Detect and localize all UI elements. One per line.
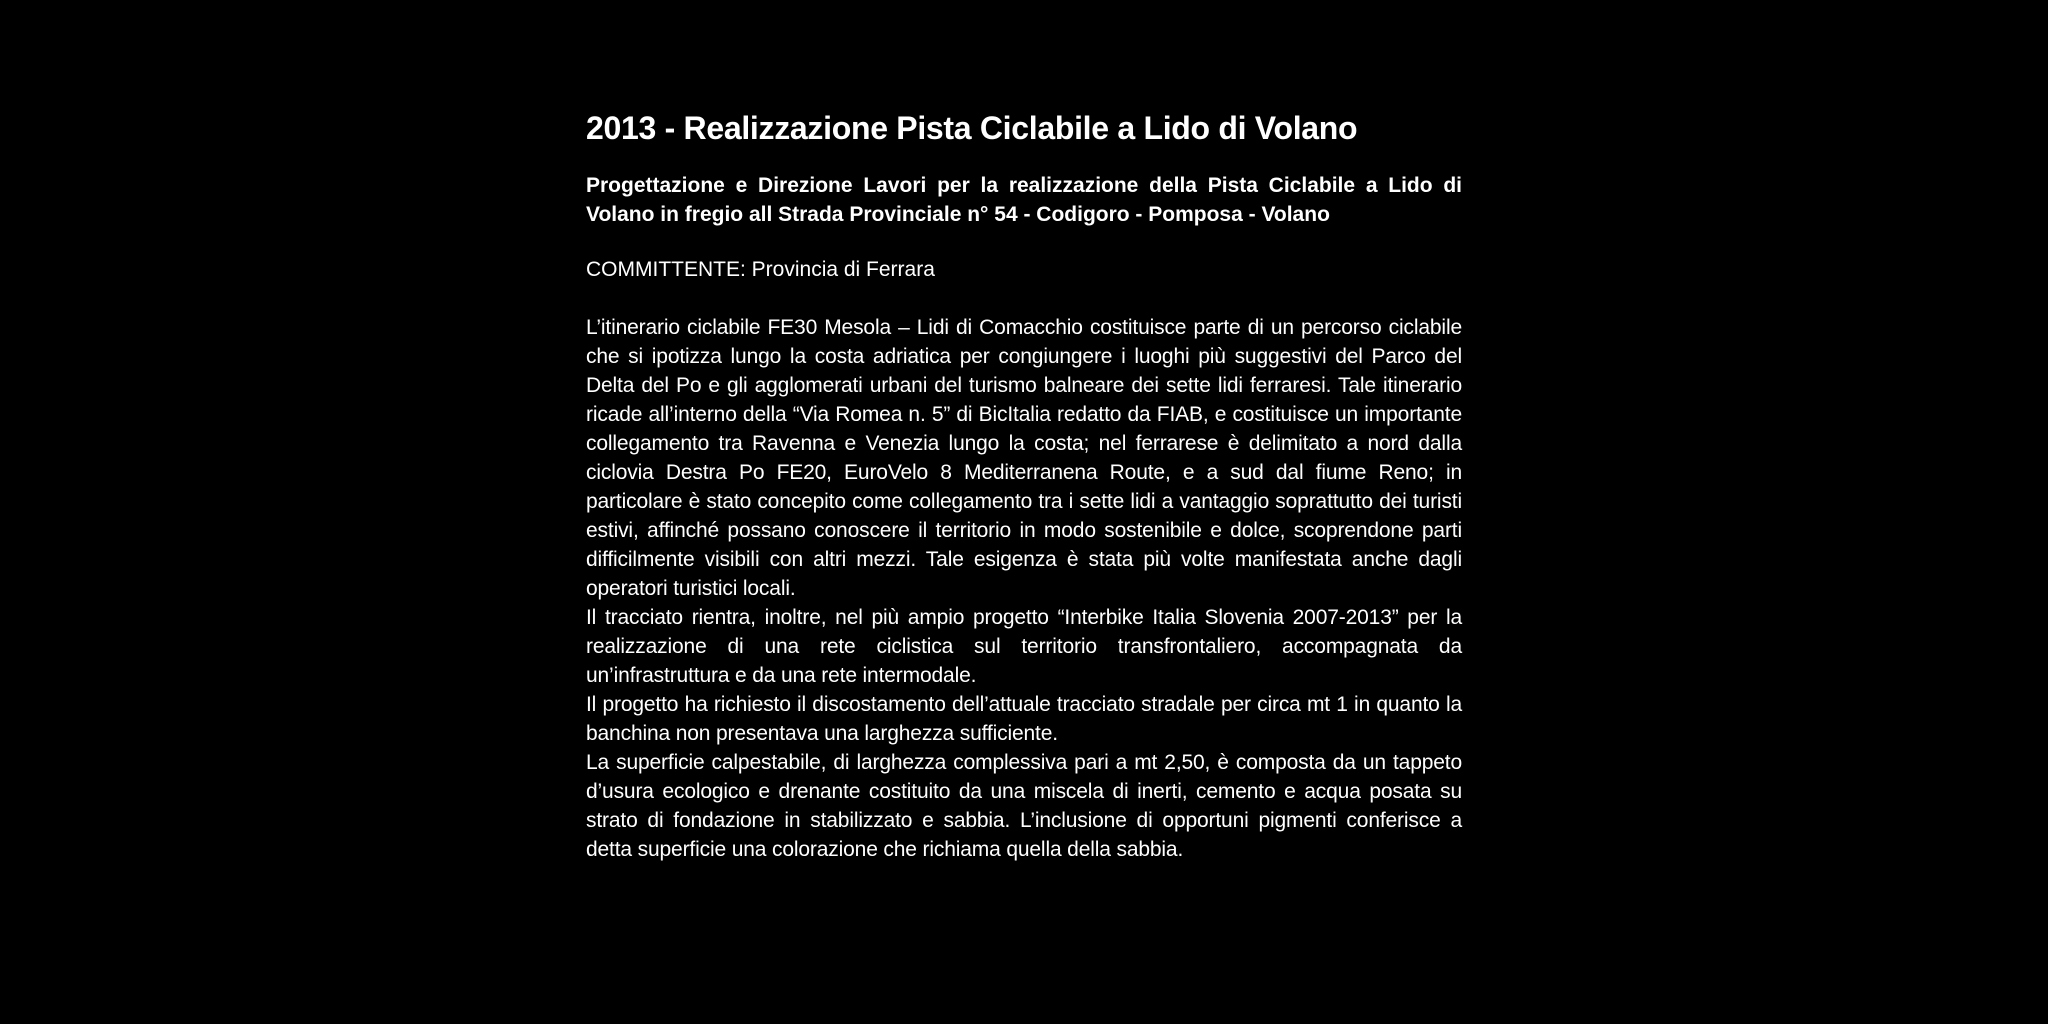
client-value: Provincia di Ferrara	[751, 258, 935, 281]
client-line	[586, 255, 1462, 284]
description-paragraph: L’itinerario ciclabile FE30 Mesola – Lidi di Comacchio costituisce parte di un percorso ciclabile che si ipotizza lungo la costa adriatica per congiungere i luoghi più suggestivi del Parco del Delta del Po e gli agglomerati urbani del turismo balneare dei sette lidi ferraresi. Tale itinerario ricade all’interno della “Via Romea n. 5” di BicItalia redatto da FIAB, e costituisce un importante collegamento tra Ravenna e Venezia lungo la costa; nel ferrarese è delimitato a nord dalla ciclovia Destra Po FE20, EuroVelo 8 Mediterranena Route, e a sud dal fiume Reno; in particolare è stato concepito come collegamento tra i sette lidi a vantaggio soprattutto dei turisti estivi, affinché possano conoscere il territorio in modo sostenibile e dolce, scoprendone parti difficilmente visibili con altri mezzi. Tale esigenza è stata più volte manifestata anche dagli operatori turistici locali.	[586, 316, 1462, 600]
client-label: COMMITTENTE:	[586, 258, 746, 281]
document-title: 2013 - Realizzazione Pista Ciclabile a Lido di Volano	[586, 110, 1358, 146]
document-subtitle: Progettazione e Direzione Lavori per la realizzazione della Pista Ciclabile a Lido di Volano in fregio all Strada Provinciale n° 54 - Codigoro - Pomposa - Volano	[586, 174, 1462, 226]
description-body	[586, 313, 1462, 864]
description-paragraph: Il progetto ha richiesto il discostamento dell’attuale tracciato stradale per circa mt 1 in quanto la banchina non presentava una larghezza sufficiente.	[586, 693, 1462, 745]
description-paragraph: La superficie calpestabile, di larghezza complessiva pari a mt 2,50, è composta da un tappeto d’usura ecologico e drenante costituito da una miscela di inerti, cemento e acqua posata su strato di fondazione in stabilizzato e sabbia. L’inclusione di opportuni pigmenti conferisce a detta superficie una colorazione che richiama quella della sabbia.	[586, 751, 1462, 861]
document-content	[586, 106, 1462, 864]
description-paragraph: Il tracciato rientra, inoltre, nel più ampio progetto “Interbike Italia Slovenia 2007-2013” per la realizzazione di una rete ciclistica sul territorio transfrontaliero, accompagnata da un’infrastruttura e da una rete intermodale.	[586, 606, 1462, 687]
